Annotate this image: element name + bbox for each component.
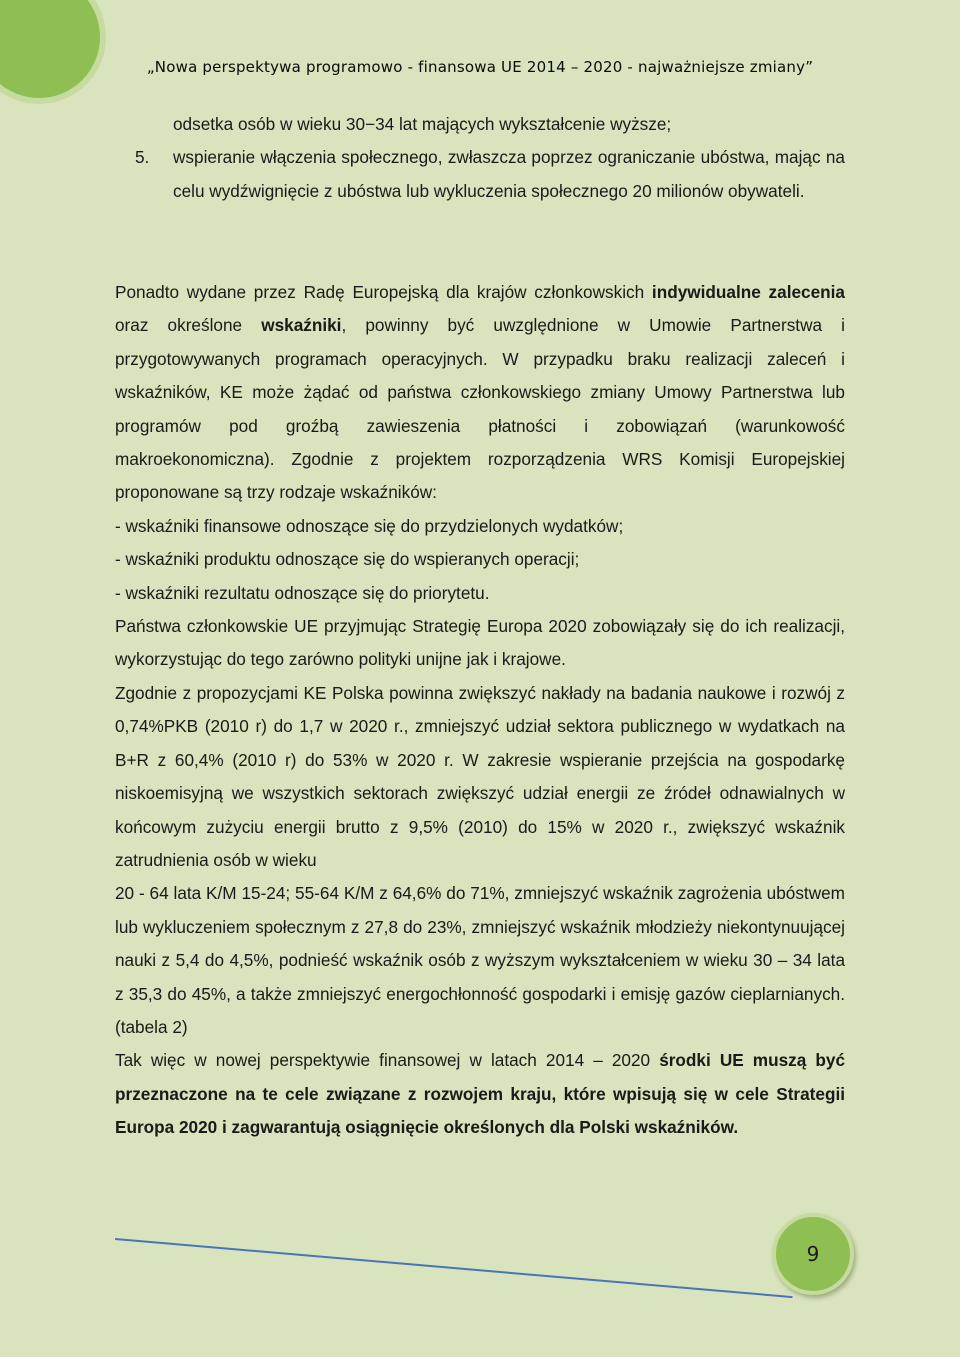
- paragraph-conclusion: [115, 1044, 845, 1144]
- list-item-continuation-text: odsetka osób w wieku 30−34 lat mających wykształcenie wyższe;: [173, 114, 672, 134]
- paragraph-proposals: Zgodnie z propozycjami KE Polska powinna zwiększyć nakłady na badania naukowe i rozwój z 0,74%PKB (2010 r) do 1,7 w 2020 r., zmniejszyć udział sektora publicznego w wydatkach na B+R z 60,4% (2010 r) do 53% w 2020 r. W zakresie wspieranie przejścia na gospodarkę niskoemisyjną we wszystkich sektorach zwiększyć udział energii ze źródeł odnawialnych w końcowym zużyciu energii brutto z 9,5% (2010) do 15% w 2020 r., zwiększyć wskaźnik zatrudnienia osób w wieku: [115, 682, 845, 870]
- decorative-corner-circle: [0, 0, 106, 104]
- list-item-continuation: [115, 108, 845, 141]
- page-number: 9: [806, 1242, 820, 1266]
- footer-divider-line: [115, 1238, 793, 1298]
- paragraph-recommendations: [115, 276, 845, 510]
- paragraph-proposals-cont: 20 - 64 lata K/M 15-24; 55-64 K/M z 64,6% do 71%, zmniejszyć wskaźnik zagrożenia ubóstwem lub wykluczeniem społecznym z 27,8 do 23%, zmniejszyć wskaźnik młodzieży niekontynuującej nauki z 5,4 do 4,5%, podnieść wskaźnik osób z wyższym wykształceniem w wieku 30 – 34 lata z 35,3 do 45%, a także zmniejszyć energochłonność gospodarki i emisję gazów cieplarnianych. (tabela 2): [115, 883, 845, 1037]
- text-run: oraz określone: [115, 315, 262, 336]
- bold-run: wskaźniki: [261, 315, 342, 336]
- bullet-item: - wskaźniki rezultatu odnoszące się do priorytetu.: [115, 582, 490, 603]
- body-text: [115, 276, 845, 1145]
- text-run: , powinny być uwzględnione w Umowie Partnerstwa i przygotowywanych programach operacyjnych. W przypadku braku realizacji zaleceń i wskaźników, KE może żądać od państwa członkowskiego zmiany Umowy Partnerstwa lub programów pod groźbą zawieszenia płatności i zobowiązań (warunkowość makroekonomiczna). Zgodnie z projektem rozporządzenia WRS Komisji Europejskiej proponowane są trzy rodzaje wskaźników:: [115, 315, 845, 503]
- list-item-text: wspieranie włączenia społecznego, zwłaszcza poprzez ograniczanie ubóstwa, mając na celu wydźwignięcie z ubóstwa lub wykluczenia społecznego 20 milionów obywateli.: [173, 147, 845, 201]
- bullet-item: - wskaźniki produktu odnoszące się do wspieranych operacji;: [115, 549, 580, 570]
- paragraph-member-states: Państwa członkowskie UE przyjmując Strategię Europa 2020 zobowiązały się do ich realizacji, wykorzystując do tego zarówno polityki unijne jak i krajowe.: [115, 616, 845, 670]
- bullet-item: - wskaźniki finansowe odnoszące się do przydzielonych wydatków;: [115, 515, 624, 536]
- list-item-5: [115, 141, 845, 208]
- list-section: [115, 108, 845, 208]
- text-run: Tak więc w nowej perspektywie finansowej w latach 2014 – 2020: [115, 1050, 660, 1071]
- text-run: Ponadto wydane przez Radę Europejską dla krajów członkowskich: [115, 282, 652, 302]
- page-number-badge: [772, 1213, 854, 1295]
- bold-run: środki UE muszą być przeznaczone na te cele związane z rozwojem kraju, które wpisują się w cele Strategii Europa 2020 i zagwarantują osiągnięcie określonych dla Polski wskaźników.: [115, 1050, 845, 1138]
- page-header-title: „Nowa perspektywa programowo - finansowa UE 2014 – 2020 - najważniejsze zmiany”: [146, 58, 814, 76]
- list-item-number: 5.: [135, 147, 150, 168]
- bold-run: indywidualne zalecenia: [651, 282, 845, 302]
